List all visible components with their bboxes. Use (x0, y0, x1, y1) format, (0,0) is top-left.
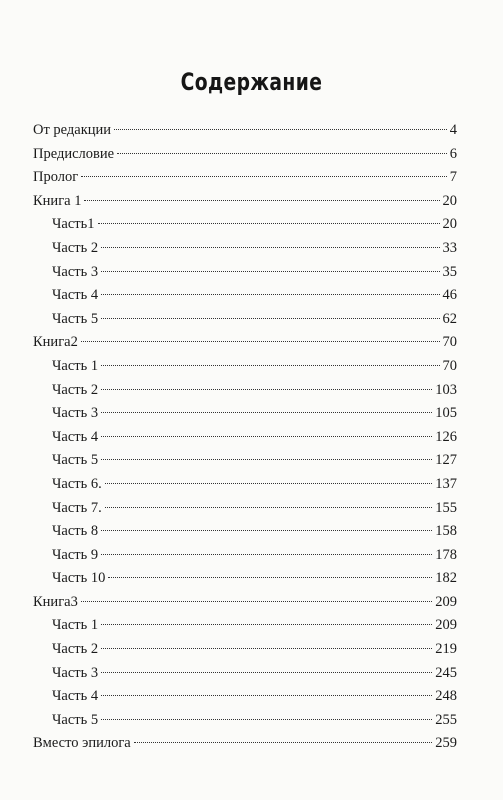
toc-entry (33, 402, 457, 426)
page-title: Содержание (180, 68, 323, 96)
toc-entry-page: 255 (435, 711, 457, 728)
toc-entry-label: Часть 7. (52, 499, 102, 516)
toc-entry (33, 497, 457, 521)
toc-leader-dots (84, 200, 439, 201)
toc-entry-page: 248 (435, 688, 457, 705)
toc-entry-page: 70 (442, 334, 457, 351)
toc-leader-dots (101, 459, 432, 460)
toc-entry (33, 190, 457, 214)
toc-entry (33, 638, 457, 662)
toc-entry (33, 567, 457, 591)
toc-entry (33, 331, 457, 355)
toc-entry (33, 614, 457, 638)
toc-entry (33, 709, 457, 733)
toc-entry-label: Часть 10 (52, 570, 106, 587)
toc-entry-label: Вместо эпилога (33, 735, 131, 752)
toc-entry-label: Часть 3 (52, 405, 99, 422)
toc-leader-dots (81, 176, 447, 177)
toc-entry-page: 35 (442, 263, 457, 280)
toc-leader-dots (101, 271, 439, 272)
toc-leader-dots (105, 483, 433, 484)
toc-entry-page: 245 (435, 664, 457, 681)
toc-leader-dots (117, 153, 447, 154)
toc-entry-label: Часть 1 (52, 617, 99, 634)
toc-entry-label: Часть 5 (52, 711, 99, 728)
toc-entry (33, 449, 457, 473)
toc-entry-page: 33 (442, 239, 457, 256)
toc-leader-dots (101, 530, 432, 531)
toc-leader-dots (101, 554, 432, 555)
toc-entry (33, 308, 457, 332)
toc-entry (33, 284, 457, 308)
toc-entry-page: 70 (442, 357, 457, 374)
toc-leader-dots (101, 247, 439, 248)
toc-entry (33, 732, 457, 756)
toc-entry-page: 219 (435, 641, 457, 658)
toc-entry-page: 127 (435, 452, 457, 469)
toc-leader-dots (101, 412, 432, 413)
toc-entry (33, 685, 457, 709)
toc-leader-dots (101, 389, 432, 390)
toc-entry-label: От редакции (33, 122, 112, 138)
toc-entry-label: Часть 4 (52, 287, 99, 304)
toc-entry (33, 166, 457, 190)
toc-leader-dots (108, 577, 432, 578)
toc-leader-dots (101, 695, 432, 696)
toc-entry (33, 591, 457, 615)
toc-entry-label: Книга3 (33, 593, 78, 610)
toc-entry-page: 209 (435, 593, 457, 610)
toc-entry-label: Часть 3 (52, 664, 99, 681)
toc-entry (33, 379, 457, 403)
toc-entry-page: 182 (435, 570, 457, 587)
toc-leader-dots (101, 436, 432, 437)
toc-entry-label: Часть 8 (52, 523, 99, 540)
toc-entry-page: 126 (435, 428, 457, 445)
toc-entry-label: Книга2 (33, 334, 78, 351)
toc-entry (33, 213, 457, 237)
toc-entry (33, 544, 457, 568)
toc-entry-page: 4 (449, 122, 457, 138)
toc-leader-dots (101, 648, 432, 649)
toc-entry-page: 137 (435, 475, 457, 492)
toc-entry-page: 46 (442, 287, 457, 304)
toc-entry (33, 143, 457, 167)
toc-entry-label: Часть 9 (52, 546, 99, 563)
toc-entry-label: Часть 5 (52, 452, 99, 469)
toc-entry (33, 355, 457, 379)
toc-leader-dots (101, 294, 439, 295)
toc-entry (33, 237, 457, 261)
toc-entry-label: Предисловие (33, 145, 115, 162)
toc-entry-page: 259 (435, 735, 457, 752)
toc-entry-page: 20 (442, 216, 457, 233)
toc-entry-page: 7 (449, 169, 457, 186)
toc-entry (33, 119, 457, 143)
toc-entry-page: 6 (449, 145, 457, 162)
toc-entry (33, 520, 457, 544)
toc-entry-label: Часть 5 (52, 310, 99, 327)
toc-entry-label: Часть 4 (52, 688, 99, 705)
toc-leader-dots (81, 341, 440, 342)
toc-entry-page: 20 (442, 192, 457, 209)
toc-entry-page: 62 (442, 310, 457, 327)
toc-leader-dots (101, 318, 439, 319)
toc-leader-dots (101, 672, 432, 673)
toc-leader-dots (134, 742, 433, 743)
toc-entry-page: 105 (435, 405, 457, 422)
toc-entry (33, 662, 457, 686)
toc-entry-label: Книга 1 (33, 192, 82, 209)
toc-entry-page: 158 (435, 523, 457, 540)
toc-leader-dots (101, 624, 432, 625)
toc-leader-dots (101, 365, 439, 366)
toc-leader-dots (98, 223, 440, 224)
toc-leader-dots (105, 507, 433, 508)
toc-entry (33, 426, 457, 450)
toc-entry (33, 473, 457, 497)
toc-leader-dots (101, 719, 432, 720)
toc-entry-label: Часть 2 (52, 381, 99, 398)
toc-entry-label: Часть 2 (52, 239, 99, 256)
toc-entry-page: 178 (435, 546, 457, 563)
toc-entry-label: Часть 6. (52, 475, 102, 492)
table-of-contents (33, 119, 457, 756)
toc-entry-label: Часть1 (52, 216, 95, 233)
toc-entry-label: Часть 1 (52, 357, 99, 374)
toc-entry-page: 209 (435, 617, 457, 634)
toc-entry (33, 261, 457, 285)
toc-entry-page: 155 (435, 499, 457, 516)
toc-entry-label: Часть 2 (52, 641, 99, 658)
toc-leader-dots (114, 129, 447, 130)
toc-entry-label: Часть 4 (52, 428, 99, 445)
toc-entry-label: Часть 3 (52, 263, 99, 280)
toc-leader-dots (81, 601, 432, 602)
toc-entry-label: Пролог (33, 169, 79, 186)
toc-entry-page: 103 (435, 381, 457, 398)
